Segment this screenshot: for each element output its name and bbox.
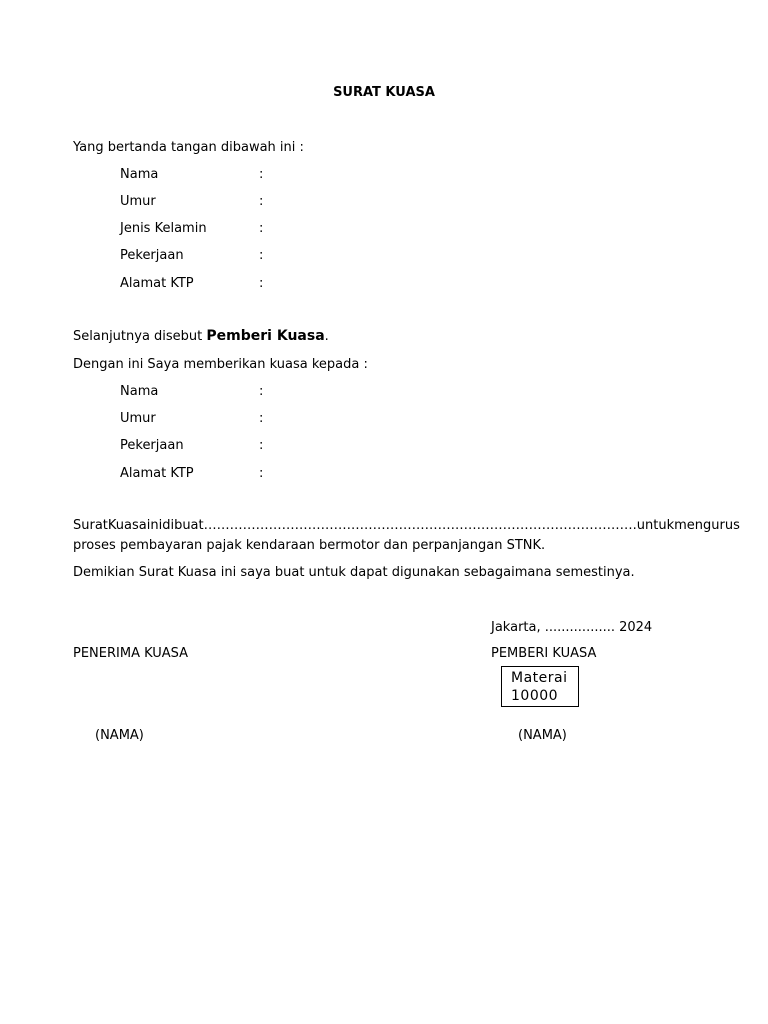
- purpose-word: ini: [146, 518, 163, 533]
- field-colon: :: [259, 438, 264, 453]
- field-label: Alamat KTP: [120, 466, 194, 481]
- receiver-heading: PENERIMA KUASA: [73, 646, 189, 661]
- giver-heading: PEMBERI KUASA: [491, 646, 597, 661]
- giver-reference-bold: Pemberi Kuasa: [206, 328, 325, 344]
- materai-stamp-box: [501, 666, 579, 707]
- field-colon: :: [259, 167, 264, 182]
- receiver-intro: Dengan ini Saya memberikan kuasa kepada :: [73, 357, 368, 372]
- field-colon: :: [259, 384, 264, 399]
- purpose-word: dibuat: [162, 518, 204, 533]
- purpose-line-1: [73, 516, 740, 536]
- field-label: Nama: [120, 384, 159, 399]
- giver-reference: [73, 328, 329, 344]
- field-colon: :: [259, 194, 264, 209]
- field-colon: :: [259, 411, 264, 426]
- stamp-line-1: Materai: [511, 670, 568, 686]
- giver-reference-suffix: .: [324, 329, 329, 344]
- field-label: Alamat KTP: [120, 276, 194, 291]
- field-colon: :: [259, 466, 264, 481]
- purpose-line-2: proses pembayaran pajak kendaraan bermotor dan perpanjangan STNK.: [73, 538, 546, 553]
- field-label: Pekerjaan: [120, 438, 184, 453]
- page-title: SURAT KUASA: [333, 85, 435, 100]
- field-colon: :: [259, 221, 264, 236]
- stamp-line-2: 10000: [511, 688, 559, 704]
- field-label: Pekerjaan: [120, 248, 184, 263]
- giver-reference-prefix: Selanjutnya disebut: [73, 329, 207, 344]
- field-label: Umur: [120, 411, 156, 426]
- purpose-word: Kuasa: [107, 518, 147, 533]
- intro-text: Yang bertanda tangan dibawah ini :: [73, 140, 304, 155]
- receiver-name: (NAMA): [95, 728, 144, 743]
- field-colon: :: [259, 276, 264, 291]
- field-label: Nama: [120, 167, 159, 182]
- purpose-word: Surat: [73, 518, 108, 533]
- field-label: Jenis Kelamin: [120, 221, 207, 236]
- purpose-paragraph: [73, 516, 740, 556]
- closing-statement: Demikian Surat Kuasa ini saya buat untuk dapat digunakan sebagaimana semestinya.: [73, 565, 635, 580]
- purpose-blank: ……………………………………………………………………………………….: [203, 518, 637, 533]
- giver-name: (NAMA): [518, 728, 567, 743]
- field-colon: :: [259, 248, 264, 263]
- purpose-word: untuk: [636, 518, 675, 533]
- place-date: Jakarta, ................. 2024: [491, 620, 653, 635]
- field-label: Umur: [120, 194, 156, 209]
- purpose-word: mengurus: [674, 518, 740, 533]
